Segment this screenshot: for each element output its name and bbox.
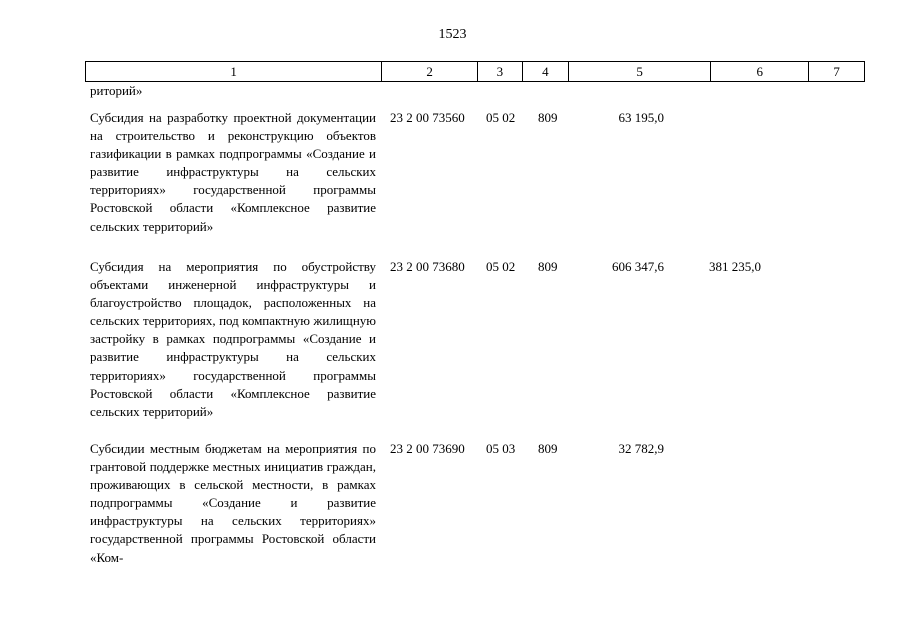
header-col-1: 1 xyxy=(86,62,382,81)
row-code: 23 2 00 73690 xyxy=(390,441,465,456)
row-description: Субсидии местным бюджетам на мероприятия по грантовой поддержке местных инициатив граждан, проживающих в сельской местности, в рамках подпрограммы «Создание и развитие инфраструктуры на сельских территориях» государственной программы Ростовской области «Ком- xyxy=(90,441,376,565)
continued-text: риторий» xyxy=(90,83,143,98)
header-col-3: 3 xyxy=(478,62,523,81)
row-ministry: 809 xyxy=(538,259,558,274)
header-col-6: 6 xyxy=(711,62,809,81)
row-ministry: 809 xyxy=(538,110,558,125)
row-col5: 32 782,9 xyxy=(618,441,664,456)
row-section: 05 02 xyxy=(486,110,516,125)
row-col5: 63 195,0 xyxy=(618,110,664,125)
header-col-7: 7 xyxy=(833,64,840,79)
row-description: Субсидия на мероприятия по обустройству объектами инженерной инфраструктуры и благоустройство площадок, расположенных на сельских территориях, под компактную жилищную застройку в рамках подпрограммы «Создание и развитие инфраструктуры на сельских территориях» государственной программы Ростовской области «Комплексное развитие сельских территорий» xyxy=(90,259,376,419)
row-code: 23 2 00 73560 xyxy=(390,110,465,125)
row-section: 05 02 xyxy=(486,259,516,274)
page-number: 1523 xyxy=(438,27,467,42)
row-col6: 381 235,0 xyxy=(709,259,761,274)
row-section: 05 03 xyxy=(486,441,516,456)
row-code: 23 2 00 73680 xyxy=(390,259,465,274)
row-description: Субсидия на разработку проектной документации на строительство и реконструкцию объектов газификации в рамках подпрограммы «Создание и развитие инфраструктуры на сельских территориях» государственной программы Ростовской области «Комплексное развитие сельских территорий» xyxy=(90,110,376,234)
header-col-5: 5 xyxy=(569,62,712,81)
row-ministry: 809 xyxy=(538,441,558,456)
header-col-2: 2 xyxy=(382,62,478,81)
table-header xyxy=(85,61,865,82)
header-col-4: 4 xyxy=(523,62,569,81)
row-col5: 606 347,6 xyxy=(612,259,664,274)
